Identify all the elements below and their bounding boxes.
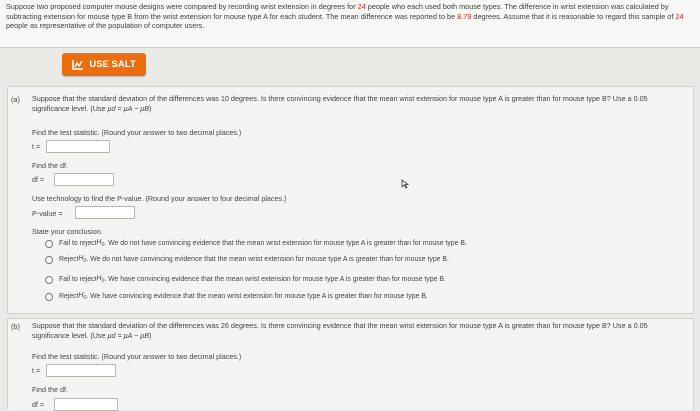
df-label: df = (32, 400, 45, 409)
test-stat-prompt: Find the test statistic. (Round your answer to two decimal places.) (32, 128, 242, 137)
t-input[interactable] (46, 364, 116, 377)
radio-button[interactable] (45, 240, 53, 248)
hypothesis-symbol: μd = μA − μB (107, 103, 150, 113)
salt-chart-icon (72, 59, 84, 70)
pvalue-label: P-value = (32, 209, 63, 218)
conclusion-option-1[interactable]: Fail to reject $H_0$ . We do not have convincing evidence that the mean wrist extension for mouse type A is greater than for mouse type B. (45, 239, 467, 248)
part-b-card (7, 318, 694, 410)
t-label: t = (32, 142, 41, 151)
conclusion-option-4[interactable]: Reject $H_0$ . We have convincing evidence that the mean wrist extension for mouse type A is greater than for mouse type B. (45, 292, 428, 301)
pvalue-prompt: Use technology to find the P-value. (Round your answer to four decimal places.) (32, 194, 287, 203)
conclusion-option-2[interactable]: Reject $H_0$ . We do not have convincing evidence that the mean wrist extension for mouse type A is greater than for mouse type B. (45, 255, 449, 264)
part-a-tag: (a) (11, 95, 20, 104)
part-a-question: Suppose that the standard deviation of the differences was 10 degrees. Is there convincing evidence that the mean wrist extension for mouse type A is greater than for mouse type B? Use a 0.05 significance level. (Use μd = μA − μB) (32, 94, 648, 113)
test-stat-prompt: Find the test statistic. (Round your answer to two decimal places.) (32, 352, 242, 361)
radio-button[interactable] (45, 293, 53, 301)
sample-size-repeat: 24 (675, 11, 684, 21)
intro-text: Suppose two proposed computer mouse designs were compared by recording wrist extension in degrees for 24 people who each used both mouse types. The difference in wrist extension was calculated by subtracting extension for mouse type B from the wrist extension for mouse type A for each student. The mean difference was reported to be 8.79 degrees. Assume that it is reasonable to regard this sample of 24 people as representative of the population of computer users. (6, 2, 684, 30)
pvalue-input[interactable] (75, 206, 135, 219)
use-salt-button[interactable] (62, 53, 146, 76)
hypothesis-symbol: μd = μA − μB (107, 330, 150, 340)
part-b-question: Suppose that the standard deviation of the differences was 26 degrees. Is there convincing evidence that the mean wrist extension for mouse type A is greater than for mouse type B? Use a 0.05 significance level. (Use μd = μA − μB) (32, 321, 648, 340)
sample-size: 24 (357, 2, 366, 11)
t-label: t = (32, 366, 41, 375)
df-label: df = (32, 175, 45, 184)
use-salt-label: USE SALT (89, 59, 136, 70)
mouse-cursor-icon (401, 179, 409, 189)
radio-button[interactable] (45, 276, 53, 284)
conclusion-prompt: State your conclusion. (32, 227, 103, 236)
conclusion-option-3[interactable]: Fail to reject $H_0$ . We have convincing evidence that the mean wrist extension for mouse type A is greater than for mouse type B. (45, 275, 446, 284)
df-prompt: Find the df. (32, 161, 68, 170)
part-b-tag: (b) (11, 322, 20, 331)
mean-difference: 8.79 (457, 11, 472, 21)
t-input[interactable] (46, 140, 110, 153)
df-input[interactable] (54, 398, 118, 411)
df-input[interactable] (54, 173, 114, 186)
df-prompt: Find the df. (32, 385, 68, 394)
part-a-card (7, 86, 694, 314)
problem-intro (0, 0, 700, 48)
radio-button[interactable] (45, 256, 53, 264)
